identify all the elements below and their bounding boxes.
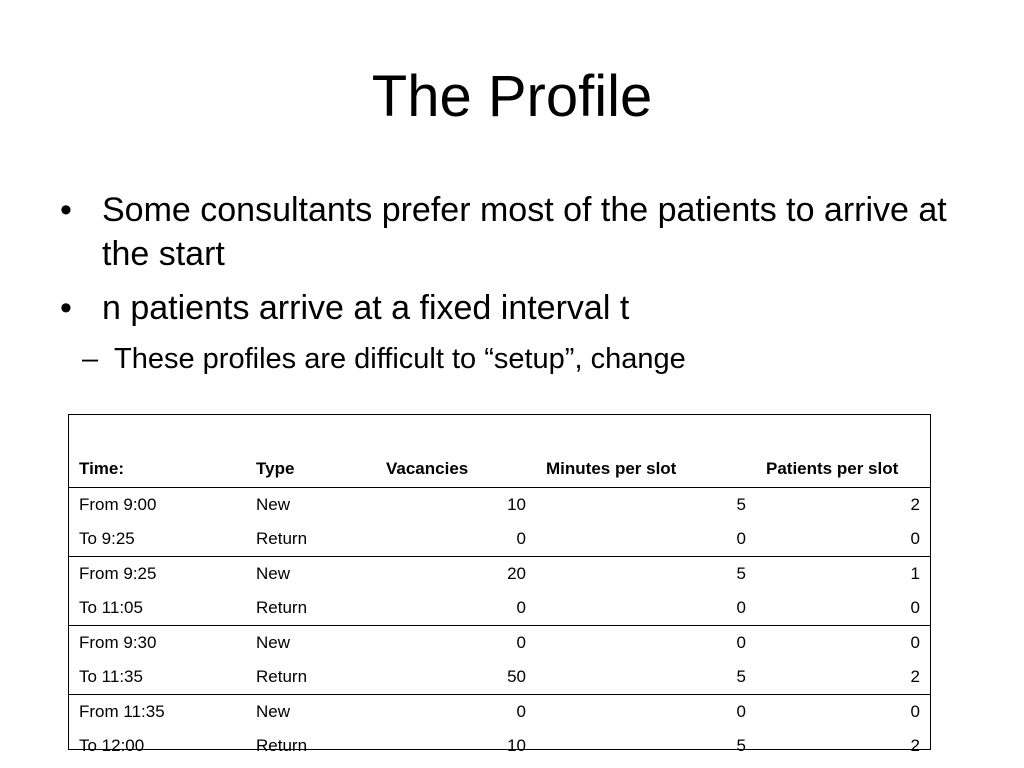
cell-minutes: 0	[736, 598, 746, 617]
bullet-text: Some consultants prefer most of the patients to arrive at the start	[102, 191, 947, 273]
cell-vacancies: 0	[516, 598, 526, 617]
cell-time: To 11:35	[79, 667, 143, 686]
cell-vacancies: 10	[507, 736, 526, 755]
table-row	[69, 626, 930, 661]
sub-bullet-marker: –	[82, 343, 99, 375]
cell-patients: 2	[910, 736, 920, 755]
cell-time: From 11:35	[69, 695, 256, 730]
bullet-text: n patients arrive at a fixed interval t	[102, 289, 630, 327]
table-row	[69, 660, 930, 695]
schedule-table-frame	[68, 414, 931, 755]
bullet-item	[60, 188, 960, 276]
cell-patients: 0	[910, 598, 920, 617]
cell-vacancies: 0	[374, 626, 526, 661]
table-row	[69, 522, 930, 557]
header-type: Type	[256, 459, 295, 478]
cell-type: Return	[256, 529, 308, 548]
table-row	[69, 591, 930, 626]
cell-time: From 9:30	[69, 626, 256, 661]
sub-bullet-item	[60, 340, 960, 378]
cell-minutes: 0	[526, 695, 746, 730]
cell-vacancies: 50	[507, 667, 526, 686]
cell-minutes: 0	[526, 626, 746, 661]
cell-minutes: 0	[736, 529, 746, 548]
table-row	[69, 729, 930, 763]
cell-patients: 0	[910, 529, 920, 548]
cell-type: New	[256, 626, 374, 661]
bullet-item	[60, 286, 960, 330]
cell-patients: 1	[746, 557, 930, 592]
cell-vacancies: 0	[516, 529, 526, 548]
sub-bullet-text: These profiles are difficult to “setup”, change	[114, 343, 686, 375]
cell-vacancies: 20	[374, 557, 526, 592]
cell-type: New	[256, 488, 374, 523]
cell-patients: 2	[746, 488, 930, 523]
table-header-row	[69, 415, 930, 488]
cell-minutes: 5	[736, 667, 746, 686]
cell-minutes: 5	[736, 736, 746, 755]
header-patients-per-slot: Patients per slot	[766, 459, 899, 478]
table-row	[69, 488, 930, 523]
cell-time: To 9:25	[79, 529, 135, 548]
cell-type: New	[256, 695, 374, 730]
cell-minutes: 5	[526, 557, 746, 592]
cell-type: Return	[256, 736, 308, 755]
cell-type: Return	[256, 667, 308, 686]
header-minutes-per-slot: Minutes per slot	[546, 459, 677, 478]
header-time: Time:	[79, 459, 125, 478]
cell-time: To 11:05	[79, 598, 143, 617]
bullet-list	[60, 188, 960, 378]
schedule-table	[69, 415, 930, 763]
cell-time: From 9:25	[69, 557, 256, 592]
table-row	[69, 695, 930, 730]
cell-patients: 0	[746, 626, 930, 661]
cell-time: From 9:00	[69, 488, 256, 523]
table-row	[69, 557, 930, 592]
cell-type: Return	[256, 598, 308, 617]
cell-patients: 2	[910, 667, 920, 686]
bullet-marker: •	[60, 289, 72, 327]
header-vacancies: Vacancies	[386, 459, 469, 478]
cell-vacancies: 0	[374, 695, 526, 730]
cell-patients: 0	[746, 695, 930, 730]
slide-title: The Profile	[371, 64, 653, 129]
cell-time: To 12:00	[79, 736, 145, 755]
cell-vacancies: 10	[374, 488, 526, 523]
bullet-marker: •	[60, 191, 72, 229]
cell-type: New	[256, 557, 374, 592]
cell-minutes: 5	[526, 488, 746, 523]
